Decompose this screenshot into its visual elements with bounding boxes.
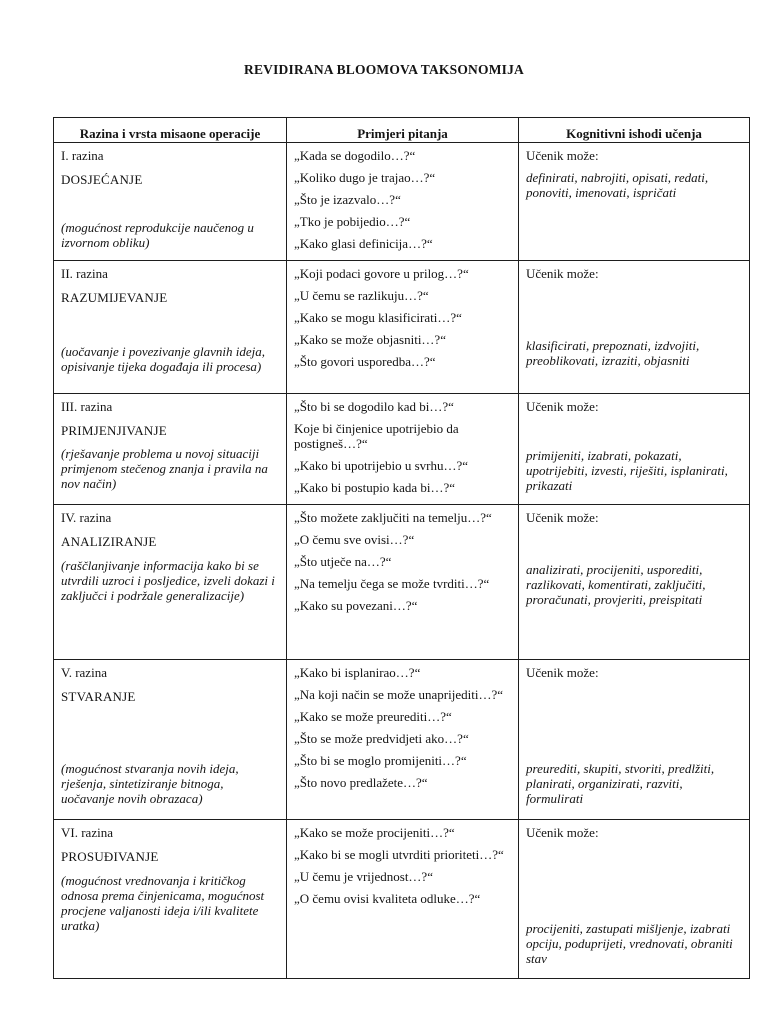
outcomes-text: klasificirati, prepoznati, izdvojiti, preoblikovati, izraziti, objasniti — [526, 338, 700, 368]
student-can-label: Učenik može: — [526, 399, 599, 414]
level-cell — [54, 820, 287, 979]
student-can-label: Učenik može: — [526, 148, 599, 163]
table-row — [54, 820, 750, 979]
question-item: „Kako glasi definicija…?“ — [294, 236, 433, 251]
question-item: „Što govori usporedba…?“ — [294, 354, 436, 369]
question-item: „Što je izazvalo…?“ — [294, 192, 401, 207]
table-row — [54, 143, 750, 261]
question-item: „Kada se dogodilo…?“ — [294, 148, 416, 163]
level-description: (uočavanje i povezivanje glavnih ideja, opisivanje tijeka događaja ili procesa) — [61, 344, 265, 374]
student-can-label: Učenik može: — [526, 510, 599, 525]
questions-cell — [287, 394, 519, 505]
level-cell — [54, 660, 287, 820]
question-item: „U čemu je vrijednost…?“ — [294, 869, 433, 884]
questions-cell — [287, 820, 519, 979]
level-description: (mogućnost reprodukcije naučenog u izvornom obliku) — [61, 220, 254, 250]
level-description: (mogućnost vrednovanja i kritičkog odnosa prema činjenicama, mogućnost procjene valjanosti ideja i/ili kvalitete uratka) — [61, 873, 265, 933]
table-header-row — [54, 118, 750, 143]
level-number: V. razina — [61, 665, 107, 680]
question-item: „Što bi se moglo promijeniti…?“ — [294, 753, 467, 768]
questions-cell — [287, 660, 519, 820]
question-item: „Kako bi isplanirao…?“ — [294, 665, 421, 680]
outcomes-cell — [519, 394, 750, 505]
question-item: „Kako bi postupio kada bi…?“ — [294, 480, 456, 495]
header-outcomes: Kognitivni ishodi učenja — [519, 118, 750, 143]
outcomes-cell — [519, 505, 750, 660]
level-description: (mogućnost stvaranja novih ideja, rješenja, sintetiziranje bitnoga, uočavanje novih obrazaca) — [61, 761, 239, 806]
level-cell — [54, 505, 287, 660]
question-item: „Kako se može objasniti…?“ — [294, 332, 446, 347]
outcomes-text: preurediti, skupiti, stvoriti, predlžiti, planirati, organizirati, razviti, formulirati — [526, 761, 715, 806]
question-item: „O čemu ovisi kvaliteta odluke…?“ — [294, 891, 481, 906]
level-name: PRIMJENJIVANJE — [61, 423, 167, 438]
question-item: „Kako se može preurediti…?“ — [294, 709, 452, 724]
question-item: „Kako se može procijeniti…?“ — [294, 825, 455, 840]
level-number: II. razina — [61, 266, 108, 281]
header-level: Razina i vrsta misaone operacije — [54, 118, 287, 143]
level-description: (raščlanjivanje informacija kako bi se utvrdili uzroci i posljedice, izveli dokazi i zaključci i podržale generalizacije) — [61, 558, 275, 603]
table-row — [54, 660, 750, 820]
level-name: ANALIZIRANJE — [61, 534, 157, 549]
question-item: „Kako bi se mogli utvrditi prioriteti…?“ — [294, 847, 504, 862]
question-item: „Kako su povezani…?“ — [294, 598, 418, 613]
questions-cell — [287, 505, 519, 660]
level-number: IV. razina — [61, 510, 112, 525]
student-can-label: Učenik može: — [526, 825, 599, 840]
level-cell — [54, 143, 287, 261]
outcomes-text: analizirati, procijeniti, usporediti, razlikovati, komentirati, zaključiti, proračunati, provjeriti, preispitati — [526, 562, 706, 607]
question-item: „Što novo predlažete…?“ — [294, 775, 428, 790]
question-item: Koje bi činjenice upotrijebio da postigneš…?“ — [294, 421, 459, 451]
student-can-label: Učenik može: — [526, 266, 599, 281]
outcomes-cell — [519, 660, 750, 820]
table-row — [54, 394, 750, 505]
level-description: (rješavanje problema u novoj situaciji primjenom stečenog znanja i pravila na nov način) — [61, 446, 268, 491]
level-cell — [54, 394, 287, 505]
header-questions: Primjeri pitanja — [287, 118, 519, 143]
question-item: „Što utječe na…?“ — [294, 554, 392, 569]
question-item: „Na temelju čega se može tvrditi…?“ — [294, 576, 490, 591]
question-item: „Što se može predvidjeti ako…?“ — [294, 731, 469, 746]
question-item: „Što možete zaključiti na temelju…?“ — [294, 510, 492, 525]
outcomes-text: definirati, nabrojiti, opisati, redati, ponoviti, imenovati, ispričati — [526, 170, 709, 200]
question-item: „Na koji način se može unaprijediti…?“ — [294, 687, 504, 702]
questions-cell — [287, 261, 519, 394]
question-item: „Kako bi upotrijebio u svrhu…?“ — [294, 458, 469, 473]
outcomes-text: procijeniti, zastupati mišljenje, izabrati opciju, poduprijeti, vrednovati, obraniti stav — [526, 921, 733, 966]
question-item: „U čemu se razlikuju…?“ — [294, 288, 429, 303]
level-name: PROSUĐIVANJE — [61, 849, 159, 864]
question-item: „Koji podaci govore u prilog…?“ — [294, 266, 469, 281]
table-row — [54, 261, 750, 394]
question-item: „Tko je pobijedio…?“ — [294, 214, 411, 229]
outcomes-text: primijeniti, izabrati, pokazati, upotrijebiti, izvesti, riješiti, isplanirati, prikazati — [526, 448, 728, 493]
outcomes-cell — [519, 820, 750, 979]
questions-cell — [287, 143, 519, 261]
level-name: DOSJEĆANJE — [61, 172, 143, 187]
question-item: „O čemu sve ovisi…?“ — [294, 532, 415, 547]
question-item: „Koliko dugo je trajao…?“ — [294, 170, 436, 185]
student-can-label: Učenik može: — [526, 665, 599, 680]
document-title: REVIDIRANA BLOOMOVA TAKSONOMIJA — [244, 62, 524, 77]
bloom-taxonomy-table — [53, 117, 750, 979]
outcomes-cell — [519, 143, 750, 261]
outcomes-cell — [519, 261, 750, 394]
level-name: RAZUMIJEVANJE — [61, 290, 168, 305]
question-item: „Što bi se dogodilo kad bi…?“ — [294, 399, 454, 414]
level-number: III. razina — [61, 399, 113, 414]
level-name: STVARANJE — [61, 689, 136, 704]
level-number: I. razina — [61, 148, 104, 163]
question-item: „Kako se mogu klasificirati…?“ — [294, 310, 462, 325]
level-cell — [54, 261, 287, 394]
table-row — [54, 505, 750, 660]
level-number: VI. razina — [61, 825, 113, 840]
